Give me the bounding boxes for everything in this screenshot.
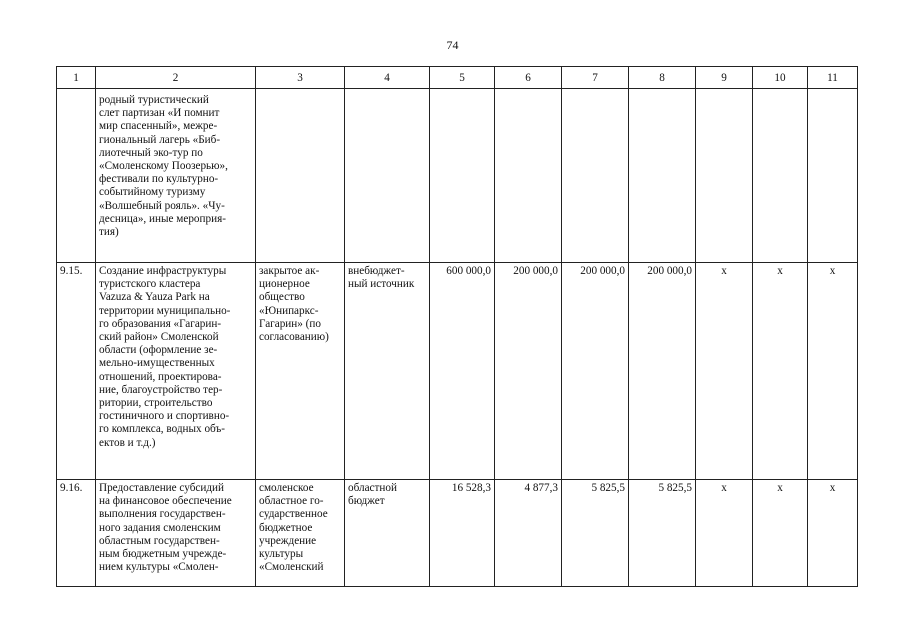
year-2-amount: 5 825,5 [562, 480, 629, 587]
year-2-amount: 200 000,0 [562, 263, 629, 480]
activity-description: Создание инфраструктуры туристского кластера Vazuza & Yauza Park на территории муниципально- го образования «Гагарин- ский район» Смоленской области (оформление зе- мельно-имущественных отношений, проектирова- ние, благоустройство тер- ритории, строительство гостиничного и спортивно- го комплекса, водных объ- ектов и т.д.) [96, 263, 256, 480]
cell-empty [629, 89, 696, 263]
header-cell-10: 10 [753, 67, 808, 89]
year-3-amount: 5 825,5 [629, 480, 696, 587]
header-cell-7: 7 [562, 67, 629, 89]
header-cell-2: 2 [96, 67, 256, 89]
cell-empty [696, 89, 753, 263]
header-cell-1: 1 [57, 67, 96, 89]
indicator-col-9: x [696, 480, 753, 587]
row-number: 9.16. [57, 480, 96, 587]
table-row [57, 480, 858, 587]
row-number: 9.15. [57, 263, 96, 480]
cell-empty [256, 89, 345, 263]
indicator-col-10: x [753, 263, 808, 480]
year-1-amount: 200 000,0 [495, 263, 562, 480]
indicator-col-10: x [753, 480, 808, 587]
activity-description: Предоставление субсидий на финансовое обеспечение выполнения государствен- ного задания смоленским областным государствен- ным бюджетным учрежде- нием культуры «Смолен- [96, 480, 256, 587]
continuation-description: родный туристический слет партизан «И помнит мир спасенный», межре- гиональный лагерь «Биб- лиотечный эко-тур по «Смоленскому Поозерью», фестивали по культурно- событийному туризму «Волшебный рояль». «Чу- десница», иные мероприя- тия) [96, 89, 256, 263]
table-row [57, 263, 858, 480]
executor: смоленское областное го- сударственное бюджетное учреждение культуры «Смоленский [256, 480, 345, 587]
header-cell-6: 6 [495, 67, 562, 89]
header-cell-4: 4 [345, 67, 430, 89]
year-3-amount: 200 000,0 [629, 263, 696, 480]
year-1-amount: 4 877,3 [495, 480, 562, 587]
funding-source: областной бюджет [345, 480, 430, 587]
executor: закрытое ак- ционерное общество «Юнипаркс- Гагарин» (по согласованию) [256, 263, 345, 480]
cell-empty [562, 89, 629, 263]
indicator-col-11: x [808, 480, 858, 587]
indicator-col-9: x [696, 263, 753, 480]
cell-empty [753, 89, 808, 263]
header-cell-9: 9 [696, 67, 753, 89]
cell-empty [345, 89, 430, 263]
continuation-row [57, 89, 858, 263]
header-cell-11: 11 [808, 67, 858, 89]
page-number: 74 [446, 38, 459, 52]
program-table [56, 66, 858, 587]
total-amount: 600 000,0 [430, 263, 495, 480]
indicator-col-11: x [808, 263, 858, 480]
header-cell-5: 5 [430, 67, 495, 89]
cell-empty [57, 89, 96, 263]
cell-empty [430, 89, 495, 263]
header-row [57, 67, 858, 89]
header-cell-8: 8 [629, 67, 696, 89]
cell-empty [808, 89, 858, 263]
total-amount: 16 528,3 [430, 480, 495, 587]
header-cell-3: 3 [256, 67, 345, 89]
funding-source: внебюджет- ный источник [345, 263, 430, 480]
cell-empty [495, 89, 562, 263]
